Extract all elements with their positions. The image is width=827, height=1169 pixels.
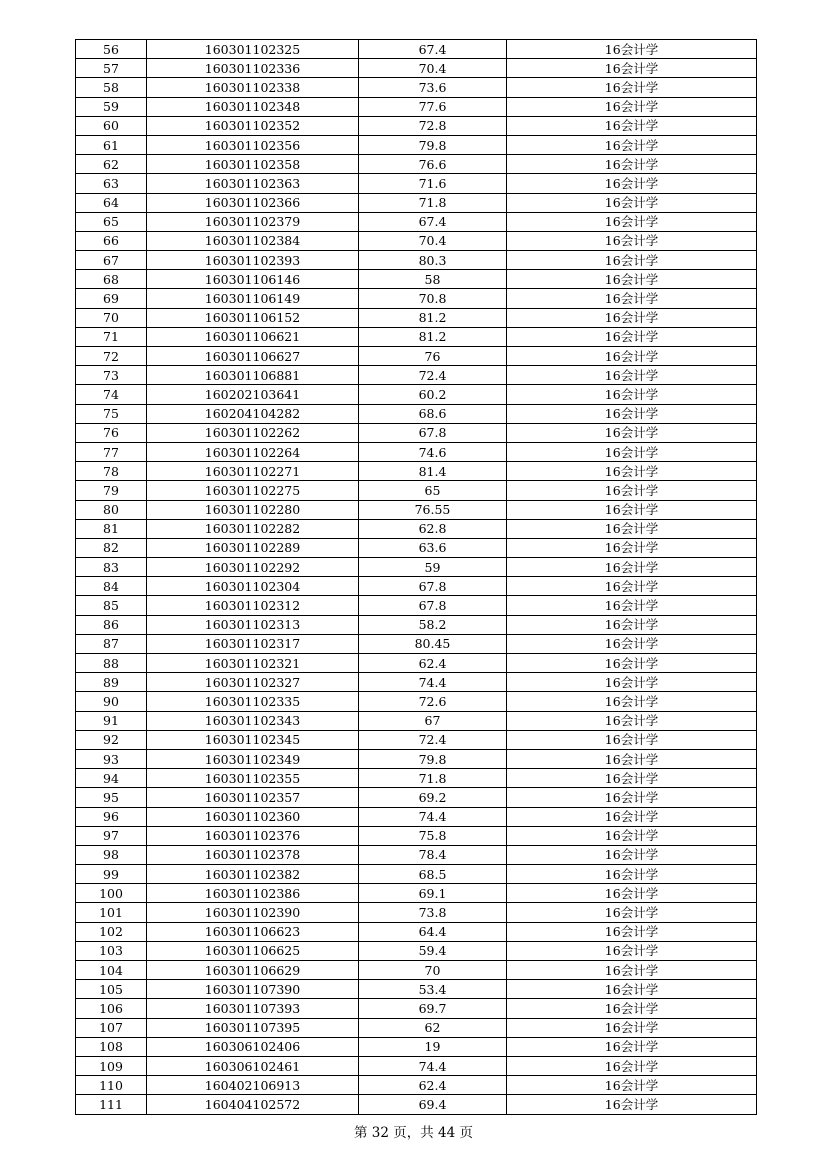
table-row bbox=[76, 289, 757, 308]
row-index-cell: 95 bbox=[76, 788, 147, 807]
footer-suffix: 页 bbox=[459, 1125, 474, 1141]
score-cell: 76 bbox=[359, 347, 507, 366]
score-cell: 70.4 bbox=[359, 59, 507, 78]
score-cell: 74.6 bbox=[359, 442, 507, 461]
score-cell: 59 bbox=[359, 558, 507, 577]
class-name-cell: 16会计学 bbox=[507, 327, 757, 346]
row-index-cell: 63 bbox=[76, 174, 147, 193]
row-index-cell: 64 bbox=[76, 193, 147, 212]
class-name-cell: 16会计学 bbox=[507, 116, 757, 135]
class-name-cell: 16会计学 bbox=[507, 347, 757, 366]
score-cell: 69.2 bbox=[359, 788, 507, 807]
table-row bbox=[76, 231, 757, 250]
student-id-cell: 160301102358 bbox=[147, 155, 359, 174]
table-row bbox=[76, 922, 757, 941]
row-index-cell: 76 bbox=[76, 423, 147, 442]
table-row bbox=[76, 558, 757, 577]
student-id-cell: 160301102325 bbox=[147, 40, 359, 59]
table-row bbox=[76, 999, 757, 1018]
row-index-cell: 80 bbox=[76, 500, 147, 519]
score-cell: 77.6 bbox=[359, 97, 507, 116]
student-id-cell: 160301102343 bbox=[147, 711, 359, 730]
student-id-cell: 160404102572 bbox=[147, 1095, 359, 1114]
class-name-cell: 16会计学 bbox=[507, 519, 757, 538]
row-index-cell: 101 bbox=[76, 903, 147, 922]
row-index-cell: 70 bbox=[76, 308, 147, 327]
row-index-cell: 87 bbox=[76, 634, 147, 653]
student-id-cell: 160301102271 bbox=[147, 462, 359, 481]
student-id-cell: 160202103641 bbox=[147, 385, 359, 404]
score-cell: 67.4 bbox=[359, 40, 507, 59]
score-cell: 67.8 bbox=[359, 577, 507, 596]
score-cell: 74.4 bbox=[359, 673, 507, 692]
class-name-cell: 16会计学 bbox=[507, 423, 757, 442]
table-row bbox=[76, 961, 757, 980]
class-name-cell: 16会计学 bbox=[507, 538, 757, 557]
class-name-cell: 16会计学 bbox=[507, 78, 757, 97]
table-row bbox=[76, 1018, 757, 1037]
class-name-cell: 16会计学 bbox=[507, 730, 757, 749]
table-row bbox=[76, 769, 757, 788]
page-footer bbox=[0, 1121, 827, 1141]
class-name-cell: 16会计学 bbox=[507, 308, 757, 327]
score-cell: 72.8 bbox=[359, 116, 507, 135]
score-cell: 81.2 bbox=[359, 308, 507, 327]
score-cell: 62.4 bbox=[359, 1076, 507, 1095]
table-row bbox=[76, 577, 757, 596]
score-cell: 60.2 bbox=[359, 385, 507, 404]
student-id-cell: 160301102327 bbox=[147, 673, 359, 692]
row-index-cell: 56 bbox=[76, 40, 147, 59]
row-index-cell: 105 bbox=[76, 980, 147, 999]
score-cell: 59.4 bbox=[359, 941, 507, 960]
score-cell: 76.55 bbox=[359, 500, 507, 519]
table-row bbox=[76, 673, 757, 692]
class-name-cell: 16会计学 bbox=[507, 999, 757, 1018]
score-cell: 78.4 bbox=[359, 845, 507, 864]
class-name-cell: 16会计学 bbox=[507, 289, 757, 308]
table-row bbox=[76, 615, 757, 634]
row-index-cell: 72 bbox=[76, 347, 147, 366]
score-cell: 74.4 bbox=[359, 807, 507, 826]
row-index-cell: 93 bbox=[76, 749, 147, 768]
table-row bbox=[76, 366, 757, 385]
row-index-cell: 78 bbox=[76, 462, 147, 481]
student-id-cell: 160301106625 bbox=[147, 941, 359, 960]
student-id-cell: 160301102357 bbox=[147, 788, 359, 807]
table-row bbox=[76, 423, 757, 442]
row-index-cell: 82 bbox=[76, 538, 147, 557]
total-page-number: 44 bbox=[438, 1125, 456, 1141]
class-name-cell: 16会计学 bbox=[507, 442, 757, 461]
class-name-cell: 16会计学 bbox=[507, 577, 757, 596]
score-cell: 65 bbox=[359, 481, 507, 500]
table-row bbox=[76, 1037, 757, 1056]
score-cell: 72.4 bbox=[359, 730, 507, 749]
table-row bbox=[76, 308, 757, 327]
class-name-cell: 16会计学 bbox=[507, 462, 757, 481]
score-cell: 68.5 bbox=[359, 865, 507, 884]
row-index-cell: 98 bbox=[76, 845, 147, 864]
row-index-cell: 77 bbox=[76, 442, 147, 461]
student-id-cell: 160306102406 bbox=[147, 1037, 359, 1056]
class-name-cell: 16会计学 bbox=[507, 270, 757, 289]
score-cell: 67.8 bbox=[359, 596, 507, 615]
score-cell: 72.6 bbox=[359, 692, 507, 711]
student-id-cell: 160301106146 bbox=[147, 270, 359, 289]
row-index-cell: 68 bbox=[76, 270, 147, 289]
row-index-cell: 106 bbox=[76, 999, 147, 1018]
table-row bbox=[76, 385, 757, 404]
student-id-cell: 160301102376 bbox=[147, 826, 359, 845]
class-name-cell: 16会计学 bbox=[507, 481, 757, 500]
student-id-cell: 160301102335 bbox=[147, 692, 359, 711]
class-name-cell: 16会计学 bbox=[507, 749, 757, 768]
student-id-cell: 160301102338 bbox=[147, 78, 359, 97]
class-name-cell: 16会计学 bbox=[507, 155, 757, 174]
class-name-cell: 16会计学 bbox=[507, 385, 757, 404]
footer-middle: 页，共 bbox=[393, 1125, 434, 1141]
row-index-cell: 92 bbox=[76, 730, 147, 749]
class-name-cell: 16会计学 bbox=[507, 193, 757, 212]
class-name-cell: 16会计学 bbox=[507, 845, 757, 864]
table-row bbox=[76, 788, 757, 807]
table-row bbox=[76, 347, 757, 366]
class-name-cell: 16会计学 bbox=[507, 807, 757, 826]
score-cell: 71.8 bbox=[359, 769, 507, 788]
student-id-cell: 160301102352 bbox=[147, 116, 359, 135]
student-id-cell: 160301102313 bbox=[147, 615, 359, 634]
row-index-cell: 86 bbox=[76, 615, 147, 634]
row-index-cell: 71 bbox=[76, 327, 147, 346]
table-row bbox=[76, 634, 757, 653]
student-id-cell: 160301102275 bbox=[147, 481, 359, 500]
table-row bbox=[76, 596, 757, 615]
table-row bbox=[76, 807, 757, 826]
student-id-cell: 160301102363 bbox=[147, 174, 359, 193]
score-cell: 79.8 bbox=[359, 135, 507, 154]
table-row bbox=[76, 462, 757, 481]
row-index-cell: 74 bbox=[76, 385, 147, 404]
table-row bbox=[76, 97, 757, 116]
row-index-cell: 102 bbox=[76, 922, 147, 941]
student-id-cell: 160306102461 bbox=[147, 1056, 359, 1075]
student-id-cell: 160301102312 bbox=[147, 596, 359, 615]
row-index-cell: 84 bbox=[76, 577, 147, 596]
student-id-cell: 160301102356 bbox=[147, 135, 359, 154]
table-row bbox=[76, 845, 757, 864]
student-id-cell: 160301102355 bbox=[147, 769, 359, 788]
score-cell: 69.4 bbox=[359, 1095, 507, 1114]
class-name-cell: 16会计学 bbox=[507, 1037, 757, 1056]
table-row bbox=[76, 980, 757, 999]
row-index-cell: 67 bbox=[76, 251, 147, 270]
row-index-cell: 90 bbox=[76, 692, 147, 711]
score-cell: 58.2 bbox=[359, 615, 507, 634]
table-row bbox=[76, 174, 757, 193]
table-row bbox=[76, 116, 757, 135]
row-index-cell: 111 bbox=[76, 1095, 147, 1114]
table-row bbox=[76, 692, 757, 711]
table-row bbox=[76, 193, 757, 212]
student-id-cell: 160402106913 bbox=[147, 1076, 359, 1095]
class-name-cell: 16会计学 bbox=[507, 941, 757, 960]
score-cell: 74.4 bbox=[359, 1056, 507, 1075]
score-cell: 58 bbox=[359, 270, 507, 289]
table-row bbox=[76, 1095, 757, 1114]
score-cell: 67.4 bbox=[359, 212, 507, 231]
student-id-cell: 160301102262 bbox=[147, 423, 359, 442]
score-cell: 71.8 bbox=[359, 193, 507, 212]
class-name-cell: 16会计学 bbox=[507, 903, 757, 922]
score-cell: 63.6 bbox=[359, 538, 507, 557]
score-cell: 75.8 bbox=[359, 826, 507, 845]
score-cell: 62.8 bbox=[359, 519, 507, 538]
row-index-cell: 91 bbox=[76, 711, 147, 730]
table-row bbox=[76, 711, 757, 730]
class-name-cell: 16会计学 bbox=[507, 251, 757, 270]
table-row bbox=[76, 442, 757, 461]
row-index-cell: 108 bbox=[76, 1037, 147, 1056]
score-cell: 69.1 bbox=[359, 884, 507, 903]
row-index-cell: 89 bbox=[76, 673, 147, 692]
class-name-cell: 16会计学 bbox=[507, 135, 757, 154]
class-name-cell: 16会计学 bbox=[507, 40, 757, 59]
student-id-cell: 160301102360 bbox=[147, 807, 359, 826]
table-row bbox=[76, 59, 757, 78]
student-id-cell: 160301102264 bbox=[147, 442, 359, 461]
score-cell: 73.8 bbox=[359, 903, 507, 922]
table-row bbox=[76, 481, 757, 500]
row-index-cell: 79 bbox=[76, 481, 147, 500]
row-index-cell: 104 bbox=[76, 961, 147, 980]
table-row bbox=[76, 40, 757, 59]
score-cell: 72.4 bbox=[359, 366, 507, 385]
student-id-cell: 160301107390 bbox=[147, 980, 359, 999]
score-cell: 62 bbox=[359, 1018, 507, 1037]
student-id-cell: 160301102345 bbox=[147, 730, 359, 749]
class-name-cell: 16会计学 bbox=[507, 615, 757, 634]
class-name-cell: 16会计学 bbox=[507, 404, 757, 423]
student-id-cell: 160301106627 bbox=[147, 347, 359, 366]
class-name-cell: 16会计学 bbox=[507, 692, 757, 711]
table-row bbox=[76, 78, 757, 97]
row-index-cell: 97 bbox=[76, 826, 147, 845]
class-name-cell: 16会计学 bbox=[507, 865, 757, 884]
score-cell: 70.8 bbox=[359, 289, 507, 308]
score-cell: 62.4 bbox=[359, 654, 507, 673]
student-id-cell: 160301102348 bbox=[147, 97, 359, 116]
student-id-cell: 160301102321 bbox=[147, 654, 359, 673]
class-name-cell: 16会计学 bbox=[507, 961, 757, 980]
score-cell: 67 bbox=[359, 711, 507, 730]
student-id-cell: 160301102304 bbox=[147, 577, 359, 596]
row-index-cell: 94 bbox=[76, 769, 147, 788]
row-index-cell: 110 bbox=[76, 1076, 147, 1095]
table-row bbox=[76, 212, 757, 231]
student-id-cell: 160301106152 bbox=[147, 308, 359, 327]
table-row bbox=[76, 884, 757, 903]
class-name-cell: 16会计学 bbox=[507, 673, 757, 692]
class-name-cell: 16会计学 bbox=[507, 366, 757, 385]
student-id-cell: 160301106881 bbox=[147, 366, 359, 385]
student-id-cell: 160301102282 bbox=[147, 519, 359, 538]
row-index-cell: 60 bbox=[76, 116, 147, 135]
student-id-cell: 160301102280 bbox=[147, 500, 359, 519]
table-row bbox=[76, 1056, 757, 1075]
score-cell: 64.4 bbox=[359, 922, 507, 941]
class-name-cell: 16会计学 bbox=[507, 231, 757, 250]
class-name-cell: 16会计学 bbox=[507, 1018, 757, 1037]
class-name-cell: 16会计学 bbox=[507, 1076, 757, 1095]
row-index-cell: 59 bbox=[76, 97, 147, 116]
student-id-cell: 160301102384 bbox=[147, 231, 359, 250]
table-row bbox=[76, 327, 757, 346]
score-cell: 53.4 bbox=[359, 980, 507, 999]
student-id-cell: 160301107395 bbox=[147, 1018, 359, 1037]
student-id-cell: 160301102393 bbox=[147, 251, 359, 270]
row-index-cell: 83 bbox=[76, 558, 147, 577]
score-cell: 71.6 bbox=[359, 174, 507, 193]
row-index-cell: 88 bbox=[76, 654, 147, 673]
table-row bbox=[76, 404, 757, 423]
row-index-cell: 85 bbox=[76, 596, 147, 615]
class-name-cell: 16会计学 bbox=[507, 596, 757, 615]
student-id-cell: 160301102317 bbox=[147, 634, 359, 653]
student-id-cell: 160301102378 bbox=[147, 845, 359, 864]
row-index-cell: 62 bbox=[76, 155, 147, 174]
student-id-cell: 160301102366 bbox=[147, 193, 359, 212]
score-cell: 76.6 bbox=[359, 155, 507, 174]
current-page-number: 32 bbox=[371, 1125, 389, 1141]
class-name-cell: 16会计学 bbox=[507, 711, 757, 730]
table-row bbox=[76, 251, 757, 270]
student-id-cell: 160301102289 bbox=[147, 538, 359, 557]
score-cell: 80.3 bbox=[359, 251, 507, 270]
score-cell: 68.6 bbox=[359, 404, 507, 423]
class-name-cell: 16会计学 bbox=[507, 59, 757, 78]
class-name-cell: 16会计学 bbox=[507, 922, 757, 941]
score-cell: 19 bbox=[359, 1037, 507, 1056]
student-id-cell: 160301106623 bbox=[147, 922, 359, 941]
table-row bbox=[76, 865, 757, 884]
class-name-cell: 16会计学 bbox=[507, 174, 757, 193]
score-cell: 80.45 bbox=[359, 634, 507, 653]
table-row bbox=[76, 538, 757, 557]
table-row bbox=[76, 730, 757, 749]
student-id-cell: 160301102382 bbox=[147, 865, 359, 884]
class-name-cell: 16会计学 bbox=[507, 1095, 757, 1114]
student-id-cell: 160301106629 bbox=[147, 961, 359, 980]
class-name-cell: 16会计学 bbox=[507, 654, 757, 673]
student-id-cell: 160301102386 bbox=[147, 884, 359, 903]
row-index-cell: 61 bbox=[76, 135, 147, 154]
table-row bbox=[76, 1076, 757, 1095]
table-row bbox=[76, 155, 757, 174]
row-index-cell: 96 bbox=[76, 807, 147, 826]
score-cell: 70.4 bbox=[359, 231, 507, 250]
row-index-cell: 69 bbox=[76, 289, 147, 308]
row-index-cell: 65 bbox=[76, 212, 147, 231]
row-index-cell: 100 bbox=[76, 884, 147, 903]
class-name-cell: 16会计学 bbox=[507, 558, 757, 577]
score-cell: 70 bbox=[359, 961, 507, 980]
score-cell: 73.6 bbox=[359, 78, 507, 97]
table-row bbox=[76, 654, 757, 673]
score-table bbox=[75, 39, 757, 1115]
score-cell: 81.2 bbox=[359, 327, 507, 346]
row-index-cell: 81 bbox=[76, 519, 147, 538]
student-id-cell: 160301102349 bbox=[147, 749, 359, 768]
class-name-cell: 16会计学 bbox=[507, 500, 757, 519]
score-cell: 69.7 bbox=[359, 999, 507, 1018]
student-id-cell: 160301102379 bbox=[147, 212, 359, 231]
score-table-body bbox=[76, 40, 757, 1115]
student-id-cell: 160301102292 bbox=[147, 558, 359, 577]
class-name-cell: 16会计学 bbox=[507, 97, 757, 116]
class-name-cell: 16会计学 bbox=[507, 212, 757, 231]
row-index-cell: 58 bbox=[76, 78, 147, 97]
row-index-cell: 75 bbox=[76, 404, 147, 423]
class-name-cell: 16会计学 bbox=[507, 788, 757, 807]
table-row bbox=[76, 519, 757, 538]
table-row bbox=[76, 826, 757, 845]
row-index-cell: 109 bbox=[76, 1056, 147, 1075]
score-cell: 67.8 bbox=[359, 423, 507, 442]
student-id-cell: 160301106621 bbox=[147, 327, 359, 346]
class-name-cell: 16会计学 bbox=[507, 769, 757, 788]
class-name-cell: 16会计学 bbox=[507, 634, 757, 653]
table-row bbox=[76, 270, 757, 289]
student-id-cell: 160204104282 bbox=[147, 404, 359, 423]
class-name-cell: 16会计学 bbox=[507, 826, 757, 845]
row-index-cell: 66 bbox=[76, 231, 147, 250]
table-row bbox=[76, 500, 757, 519]
student-id-cell: 160301102336 bbox=[147, 59, 359, 78]
footer-prefix: 第 bbox=[353, 1125, 368, 1141]
row-index-cell: 73 bbox=[76, 366, 147, 385]
student-id-cell: 160301102390 bbox=[147, 903, 359, 922]
table-row bbox=[76, 749, 757, 768]
student-id-cell: 160301106149 bbox=[147, 289, 359, 308]
row-index-cell: 57 bbox=[76, 59, 147, 78]
row-index-cell: 103 bbox=[76, 941, 147, 960]
class-name-cell: 16会计学 bbox=[507, 884, 757, 903]
table-row bbox=[76, 941, 757, 960]
row-index-cell: 107 bbox=[76, 1018, 147, 1037]
table-row bbox=[76, 903, 757, 922]
row-index-cell: 99 bbox=[76, 865, 147, 884]
student-id-cell: 160301107393 bbox=[147, 999, 359, 1018]
table-row bbox=[76, 135, 757, 154]
score-cell: 79.8 bbox=[359, 749, 507, 768]
class-name-cell: 16会计学 bbox=[507, 980, 757, 999]
class-name-cell: 16会计学 bbox=[507, 1056, 757, 1075]
score-cell: 81.4 bbox=[359, 462, 507, 481]
